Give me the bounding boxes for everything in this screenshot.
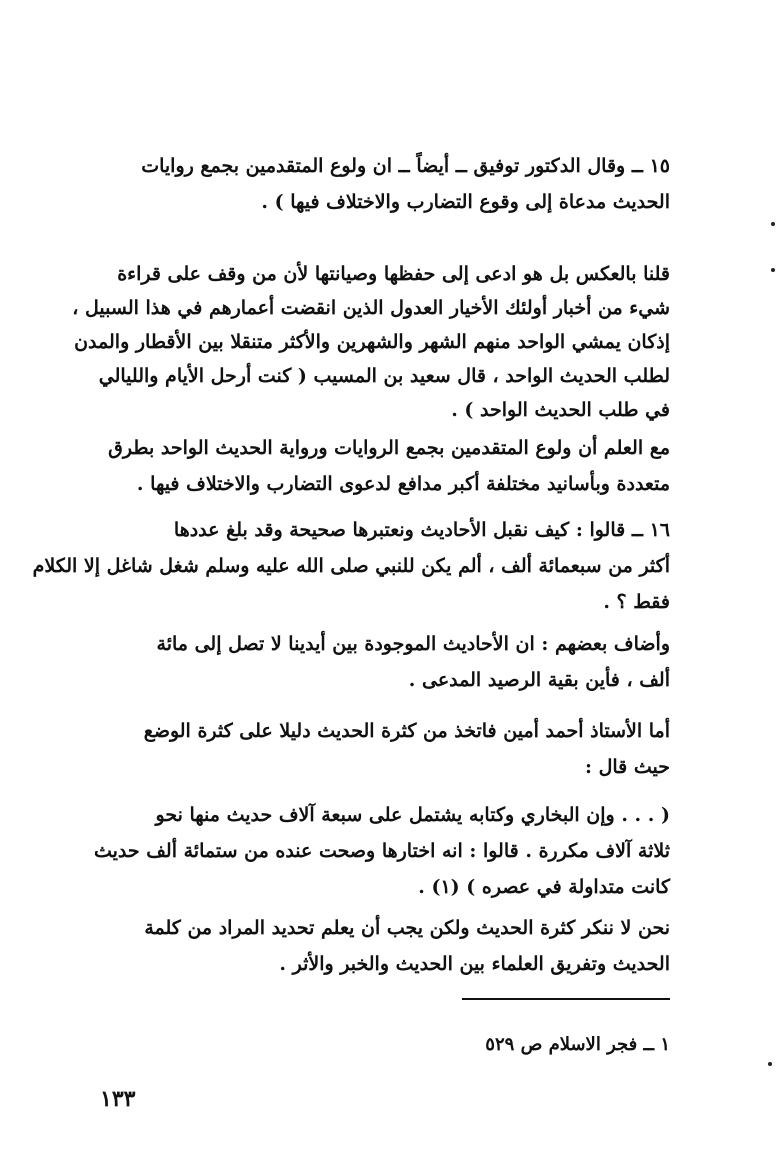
text-line: نحن لا ننكر كثرة الحديث ولكن يجب أن يعلم تحديد المراد من كلمة xyxy=(144,917,670,939)
margin-dot xyxy=(771,268,775,272)
paragraph-conclusion xyxy=(100,910,670,982)
paragraph-knowledge xyxy=(100,430,670,502)
footnote: ١ ــ فجر الاسلام ص ٥٢٩ xyxy=(485,1034,670,1055)
text-line: في طلب الحديث الواحد ) . xyxy=(451,399,670,421)
paragraph-quote xyxy=(93,797,670,905)
text-line: وأضاف بعضهم : ان الأحاديث الموجودة بين أيدينا لا تصل إلى مائة xyxy=(156,633,670,655)
text-line: قلنا بالعكس بل هو ادعى إلى حفظها وصيانتها لأن من وقف على قراءة xyxy=(117,263,670,285)
paragraph-reply xyxy=(72,257,670,427)
text-line: الحديث مدعاة إلى وقوع التضارب والاختلاف فيها ) . xyxy=(261,191,670,213)
text-line: مع العلم أن ولوع المتقدمين بجمع الروايات ورواية الحديث الواحد بطرق xyxy=(108,437,670,459)
paragraph-16 xyxy=(32,512,670,620)
text-line: الحديث وتفريق العلماء بين الحديث والخبر والأثر . xyxy=(279,953,670,975)
text-line: متعددة وبأسانيد مختلفة أكبر مدافع لدعوى التضارب والاختلاف فيها . xyxy=(136,473,670,495)
footnote-divider xyxy=(462,998,670,1000)
text-line: كانت متداولة في عصره ) (١) . xyxy=(418,876,670,898)
text-line: ألف ، فأين بقية الرصيد المدعى . xyxy=(408,669,670,691)
paragraph-15 xyxy=(100,148,670,220)
text-line: ١٦ ــ قالوا : كيف نقبل الأحاديث ونعتبرها صحيحة وقد بلغ عددها xyxy=(173,519,670,541)
text-line: ثلاثة آلاف مكررة . قالوا : انه اختارها وصحت عنده من ستمائة ألف حديث xyxy=(93,840,670,862)
paragraph-ahmad-amin xyxy=(100,713,670,785)
text-line: ( . . . وإن البخاري وكتابه يشتمل على سبعة آلاف حديث منها نحو xyxy=(155,804,670,826)
text-line: أما الأستاذ أحمد أمين فاتخذ من كثرة الحديث دليلا على كثرة الوضع xyxy=(143,720,670,742)
text-line: لطلب الحديث الواحد ، قال سعيد بن المسيب ( كنت أرحل الأيام والليالي xyxy=(98,365,670,387)
text-line: حيث قال : xyxy=(584,756,670,778)
margin-dot xyxy=(768,1062,772,1066)
paragraph-added xyxy=(100,626,670,698)
text-line: شيء من أخبار أولئك الأخيار العدول الذين انقضت أعمارهم في هذا السبيل ، xyxy=(72,297,670,319)
page-number: ١٣٣ xyxy=(100,1086,136,1112)
text-line: فقط ؟ . xyxy=(603,591,670,613)
text-line: أكثر من سبعمائة ألف ، ألم يكن للنبي صلى الله عليه وسلم شغل شاغل إلا الكلام xyxy=(32,555,670,577)
margin-dot xyxy=(771,222,775,226)
text-line: إذكان يمشي الواحد منهم الشهر والشهرين والأكثر متنقلا بين الأقطار والمدن xyxy=(74,331,670,353)
text-line: ١٥ ــ وقال الدكتور توفيق ــ أيضاً ــ ان ولوع المتقدمين بجمع روايات xyxy=(141,155,670,177)
